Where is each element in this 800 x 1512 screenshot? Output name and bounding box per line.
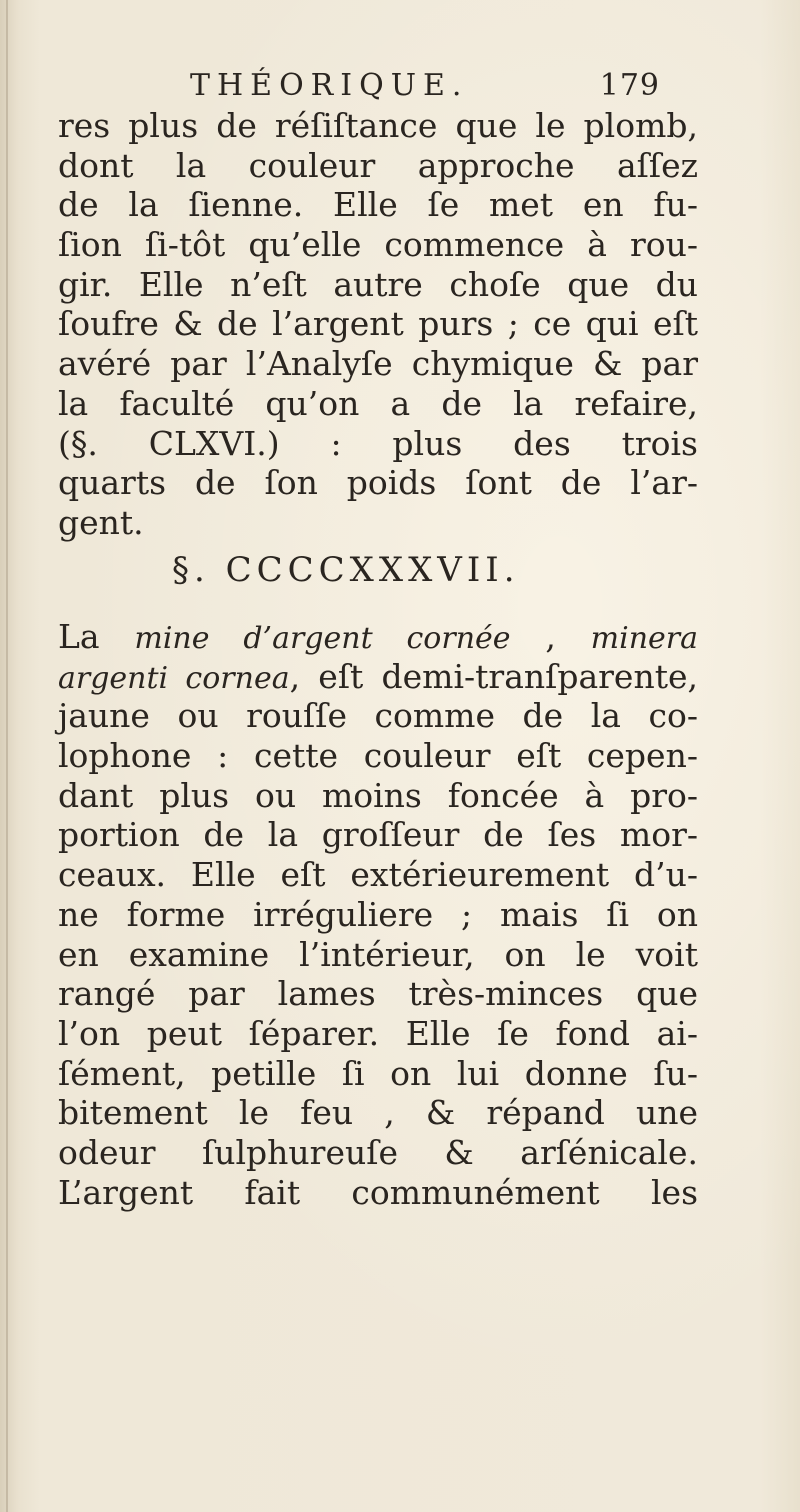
text-lead: La <box>58 617 135 656</box>
text-line: la faculté qu’on a de la refaire, <box>58 383 698 423</box>
text-line: l’on peut ſéparer. Elle ſe fond ai- <box>58 1013 698 1053</box>
section-heading: §. CCCCXXXVII. <box>172 550 520 590</box>
text-line <box>58 657 698 697</box>
text-line: gir. Elle n’eſt autre choſe que du <box>58 264 698 304</box>
italic-term: mine d’argent cornée <box>134 621 511 656</box>
italic-term: argenti cornea <box>58 660 290 696</box>
text-line: ne forme irréguliere ; mais ſi on <box>58 894 698 934</box>
text-line: bitement le feu , & répand une <box>58 1093 698 1133</box>
text-line: (§. CLXVI.) : plus des trois <box>58 423 698 463</box>
text-line: ſoufre & de l’argent purs ; ce qui eſt <box>58 304 698 344</box>
italic-term: minera <box>590 621 698 656</box>
text-line: ceaux. Elle eſt extérieurement d’u- <box>58 855 698 895</box>
text-line: res plus de réſiſtance que le plomb, <box>58 106 698 145</box>
text-line: rangé par lames très-minces que <box>58 974 698 1014</box>
text-line: gent. <box>58 502 144 542</box>
text-rest: , eſt demi-tranſparente, <box>289 656 698 696</box>
paragraph-2 <box>58 617 698 1212</box>
text-line <box>58 617 698 657</box>
running-title: THÉORIQUE. <box>190 68 469 103</box>
text-line: avéré par l’Analyſe chymique & par <box>58 344 698 384</box>
page-number: 179 <box>599 68 660 103</box>
text-line: dont la couleur approche aſſez <box>58 145 698 185</box>
text-line: ſion ſi-tôt qu’elle commence à rou- <box>58 225 698 265</box>
text-line: portion de la groſſeur de ſes mor- <box>58 815 698 855</box>
page-gutter <box>6 0 8 1512</box>
page-header <box>190 68 660 108</box>
text-line: en examine l’intérieur, on le voit <box>58 934 698 974</box>
text-line: lophone : cette couleur eſt cepen- <box>58 736 698 776</box>
text-line: dant plus ou moins foncée à pro- <box>58 775 698 815</box>
text-line: de la ſienne. Elle ſe met en fu- <box>58 185 698 225</box>
text-line: L’argent fait communément les <box>58 1172 698 1212</box>
text-separator: , <box>510 617 591 656</box>
paragraph-1 <box>58 106 698 543</box>
text-line: ſément, petille ſi on lui donne ſu- <box>58 1053 698 1093</box>
text-line: jaune ou rouſſe comme de la co- <box>58 696 698 736</box>
text-line: quarts de ſon poids ſont de l’ar- <box>58 463 698 503</box>
text-line: odeur ſulphureuſe & arſénicale. <box>58 1132 698 1172</box>
